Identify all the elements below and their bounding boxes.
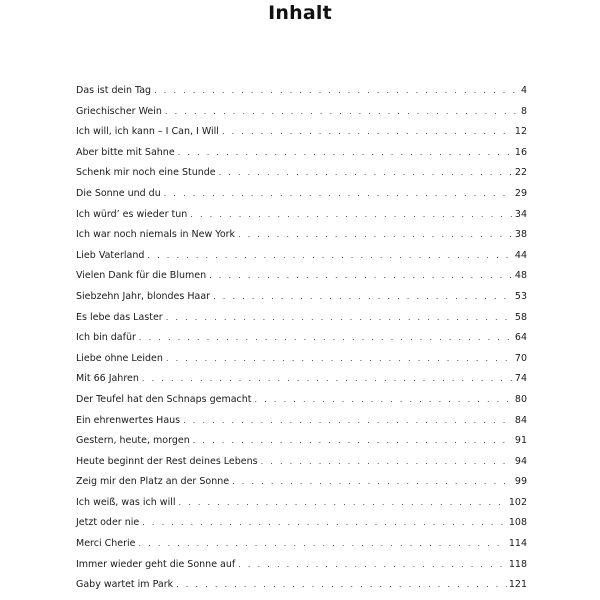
toc-entry-page-number: 102 [508,496,527,508]
toc-dot-leader [193,431,513,452]
toc-dot-leader [142,369,513,390]
toc-entry-page-number: 84 [514,414,527,426]
toc-entry-title: Es lebe das Laster [76,311,163,323]
toc-dot-leader [232,472,513,493]
toc-entry [76,184,527,205]
toc-dot-leader [165,102,519,123]
toc-entry [76,349,527,370]
page-title: Inhalt [268,2,332,24]
toc-dot-leader [147,246,513,267]
toc-dot-leader [209,266,513,287]
toc-entry-page-number: 80 [514,393,527,405]
toc-entry-page-number: 38 [514,229,527,241]
toc-entry-title: Der Teufel hat den Schnaps gemacht [76,393,252,405]
toc-entry-title: Gestern, heute, morgen [76,435,190,447]
toc-entry-page-number: 48 [514,270,527,282]
toc-entry [76,287,527,308]
toc-dot-leader [238,555,507,576]
toc-entry-page-number: 108 [508,517,527,529]
toc-dot-leader [139,328,513,349]
toc-entry-title: Griechischer Wein [76,105,162,117]
toc-entry [76,369,527,390]
toc-entry-title: Zeig mir den Platz an der Sonne [76,476,230,488]
toc-entry-title: Ich weiß, was ich will [76,496,176,508]
toc-entry-page-number: 34 [514,208,527,220]
toc-entry-page-number: 58 [514,311,527,323]
toc-dot-leader [190,205,513,226]
toc-entry-title: Schenk mir noch eine Stunde [76,167,216,179]
toc-entry-title: Ich war noch niemals in New York [76,229,236,241]
toc-entry-title: Ich will, ich kann – I Can, I Will [76,126,219,138]
toc-entry-page-number: 12 [514,126,527,138]
toc-dot-leader [222,122,513,143]
toc-dot-leader [166,349,513,370]
toc-entry [76,205,527,226]
toc-entry-page-number: 4 [520,85,527,96]
toc-entry-title: Heute beginnt der Rest deines Lebens [76,455,258,467]
toc-entry [76,308,527,329]
toc-entry [76,246,527,267]
toc-entry-page-number: 94 [514,455,527,467]
toc-entry-title: Gaby wartet im Park [76,579,174,591]
toc-entry [76,163,527,184]
toc-dot-leader [166,308,513,329]
toc-entry [76,328,527,349]
toc-entry [76,452,527,473]
toc-dot-leader [176,575,507,596]
toc-entry-title: Vielen Dank für die Blumen [76,270,207,282]
toc-entry [76,472,527,493]
toc-dot-leader [154,81,519,102]
toc-entry-title: Das ist dein Tag [76,85,152,96]
toc-entry-page-number: 99 [514,476,527,488]
toc-entry-title: Mit 66 Jahren [76,373,139,385]
toc-entry-page-number: 16 [514,146,527,158]
toc-entry [76,575,527,596]
toc-entry-title: Ein ehrenwertes Haus [76,414,181,426]
toc-entry [76,411,527,432]
table-of-contents [76,81,527,596]
toc-entry [76,493,527,514]
toc-dot-leader [183,411,513,432]
toc-entry [76,266,527,287]
toc-entry-page-number: 8 [520,105,527,117]
toc-dot-leader [164,184,513,205]
toc-entry-title: Aber bitte mit Sahne [76,146,175,158]
toc-entry [76,390,527,411]
toc-entry-page-number: 29 [514,187,527,199]
toc-dot-leader [255,390,513,411]
toc-dot-leader [213,287,513,308]
toc-entry [76,81,527,102]
toc-entry-page-number: 74 [514,373,527,385]
toc-entry-title: Immer wieder geht die Sonne auf [76,558,236,570]
toc-dot-leader [179,493,507,514]
toc-entry-page-number: 91 [514,435,527,447]
toc-entry-page-number: 114 [508,538,527,550]
toc-dot-leader [238,225,513,246]
toc-entry-title: Ich würd’ es wieder tun [76,208,188,220]
toc-entry-title: Liebe ohne Leiden [76,352,163,364]
toc-entry-page-number: 44 [514,249,527,261]
toc-entry [76,122,527,143]
toc-entry-page-number: 64 [514,332,527,344]
toc-entry-page-number: 121 [508,579,527,591]
toc-entry-page-number: 22 [514,167,527,179]
toc-dot-leader [142,513,507,534]
toc-entry [76,102,527,123]
toc-entry-title: Ich bin dafür [76,332,136,344]
toc-entry [76,143,527,164]
toc-dot-leader [261,452,513,473]
toc-entry [76,225,527,246]
toc-entry-title: Siebzehn Jahr, blondes Haar [76,290,211,302]
toc-dot-leader [178,143,513,164]
toc-entry-page-number: 118 [508,558,527,570]
toc-entry-title: Lieb Vaterland [76,249,145,261]
toc-entry [76,513,527,534]
toc-entry-title: Jetzt oder nie [76,517,140,529]
toc-dot-leader [219,163,513,184]
toc-entry-title: Merci Cherie [76,538,136,550]
toc-entry [76,431,527,452]
toc-entry-title: Die Sonne und du [76,187,161,199]
toc-entry-page-number: 70 [514,352,527,364]
toc-entry [76,555,527,576]
toc-entry-page-number: 53 [514,290,527,302]
toc-entry [76,534,527,555]
toc-dot-leader [139,534,507,555]
